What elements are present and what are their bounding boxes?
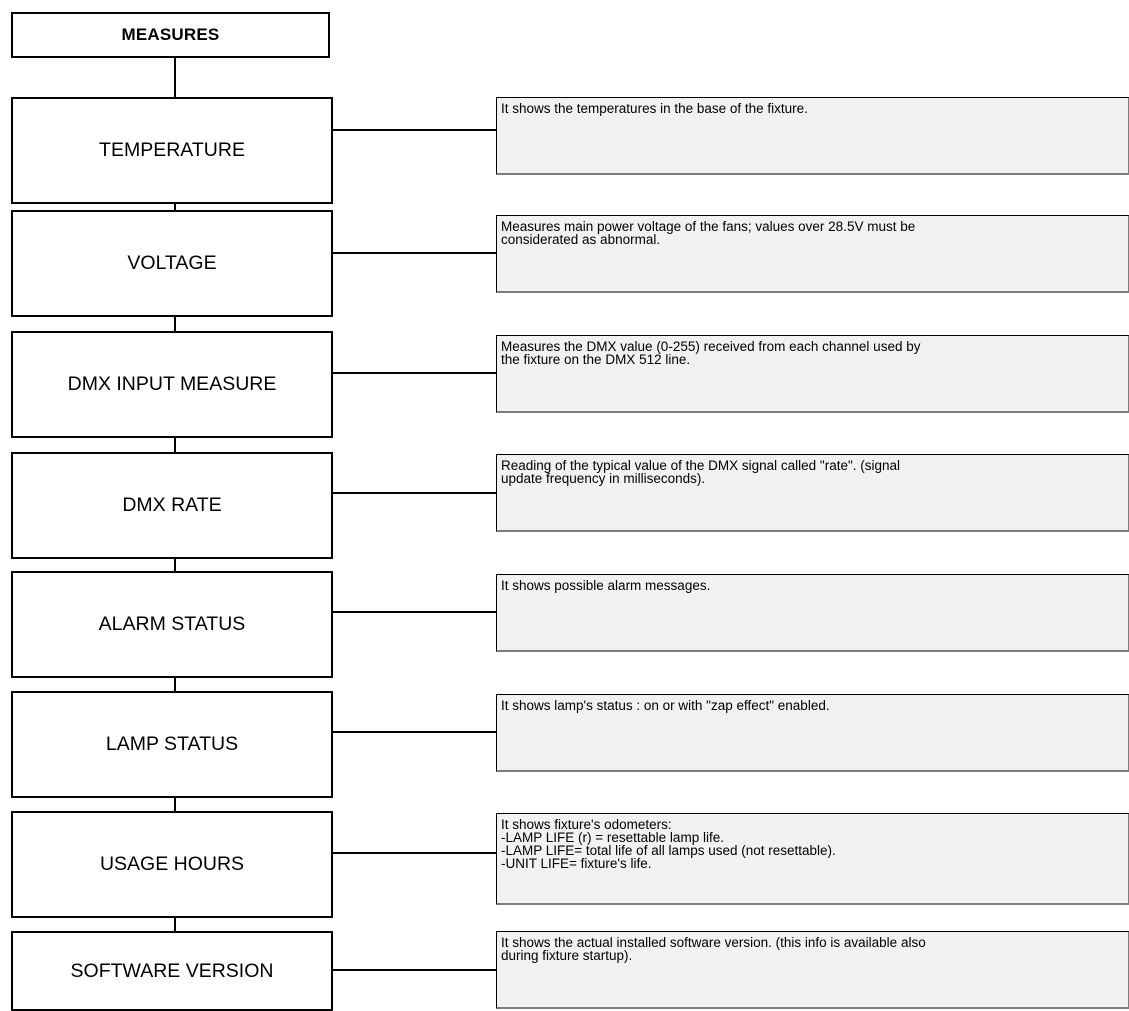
description-dmx-rate: Reading of the typical value of the DMX signal called "rate". (signal update frequency in milliseconds). — [496, 454, 1129, 532]
menu-item-label: DMX RATE — [122, 494, 222, 516]
description-software-version: It shows the actual installed software version. (this info is available also during fixture startup). — [496, 931, 1129, 1009]
description-dmx-input-measure: Measures the DMX value (0-255) received from each channel used by the fixture on the DMX 512 line. — [496, 335, 1129, 413]
menu-item-dmx-rate — [11, 452, 333, 559]
menu-root-label: MEASURES — [121, 25, 220, 44]
description-temperature: It shows the temperatures in the base of the fixture. — [496, 97, 1129, 175]
menu-item-alarm-status — [11, 571, 333, 678]
menu-item-software-version — [11, 931, 333, 1011]
description-lamp-status: It shows lamp's status : on or with "zap effect" enabled. — [496, 694, 1129, 772]
description-usage-hours: It shows fixture's odometers: -LAMP LIFE (r) = resettable lamp life. -LAMP LIFE= total life of all lamps used (not resettable). -UNIT LIFE= fixture's life. — [496, 813, 1129, 905]
menu-item-label: LAMP STATUS — [105, 733, 239, 755]
description-alarm-status: It shows possible alarm messages. — [496, 574, 1129, 652]
menu-item-temperature — [11, 97, 333, 204]
menu-item-label: TEMPERATURE — [99, 139, 245, 161]
menu-item-lamp-status — [11, 691, 333, 798]
menu-item-dmx-input-measure — [11, 331, 333, 438]
menu-item-usage-hours — [11, 811, 333, 918]
menu-item-label: SOFTWARE VERSION — [70, 959, 274, 982]
menu-item-label: USAGE HOURS — [99, 853, 245, 875]
menu-root-box — [11, 12, 330, 58]
menu-item-label: ALARM STATUS — [98, 613, 246, 635]
menu-item-voltage — [11, 210, 333, 317]
menu-item-label: VOLTAGE — [127, 252, 217, 274]
description-voltage: Measures main power voltage of the fans; values over 28.5V must be considerated as abnormal. — [496, 215, 1129, 293]
menu-item-label: DMX INPUT MEASURE — [67, 373, 277, 395]
